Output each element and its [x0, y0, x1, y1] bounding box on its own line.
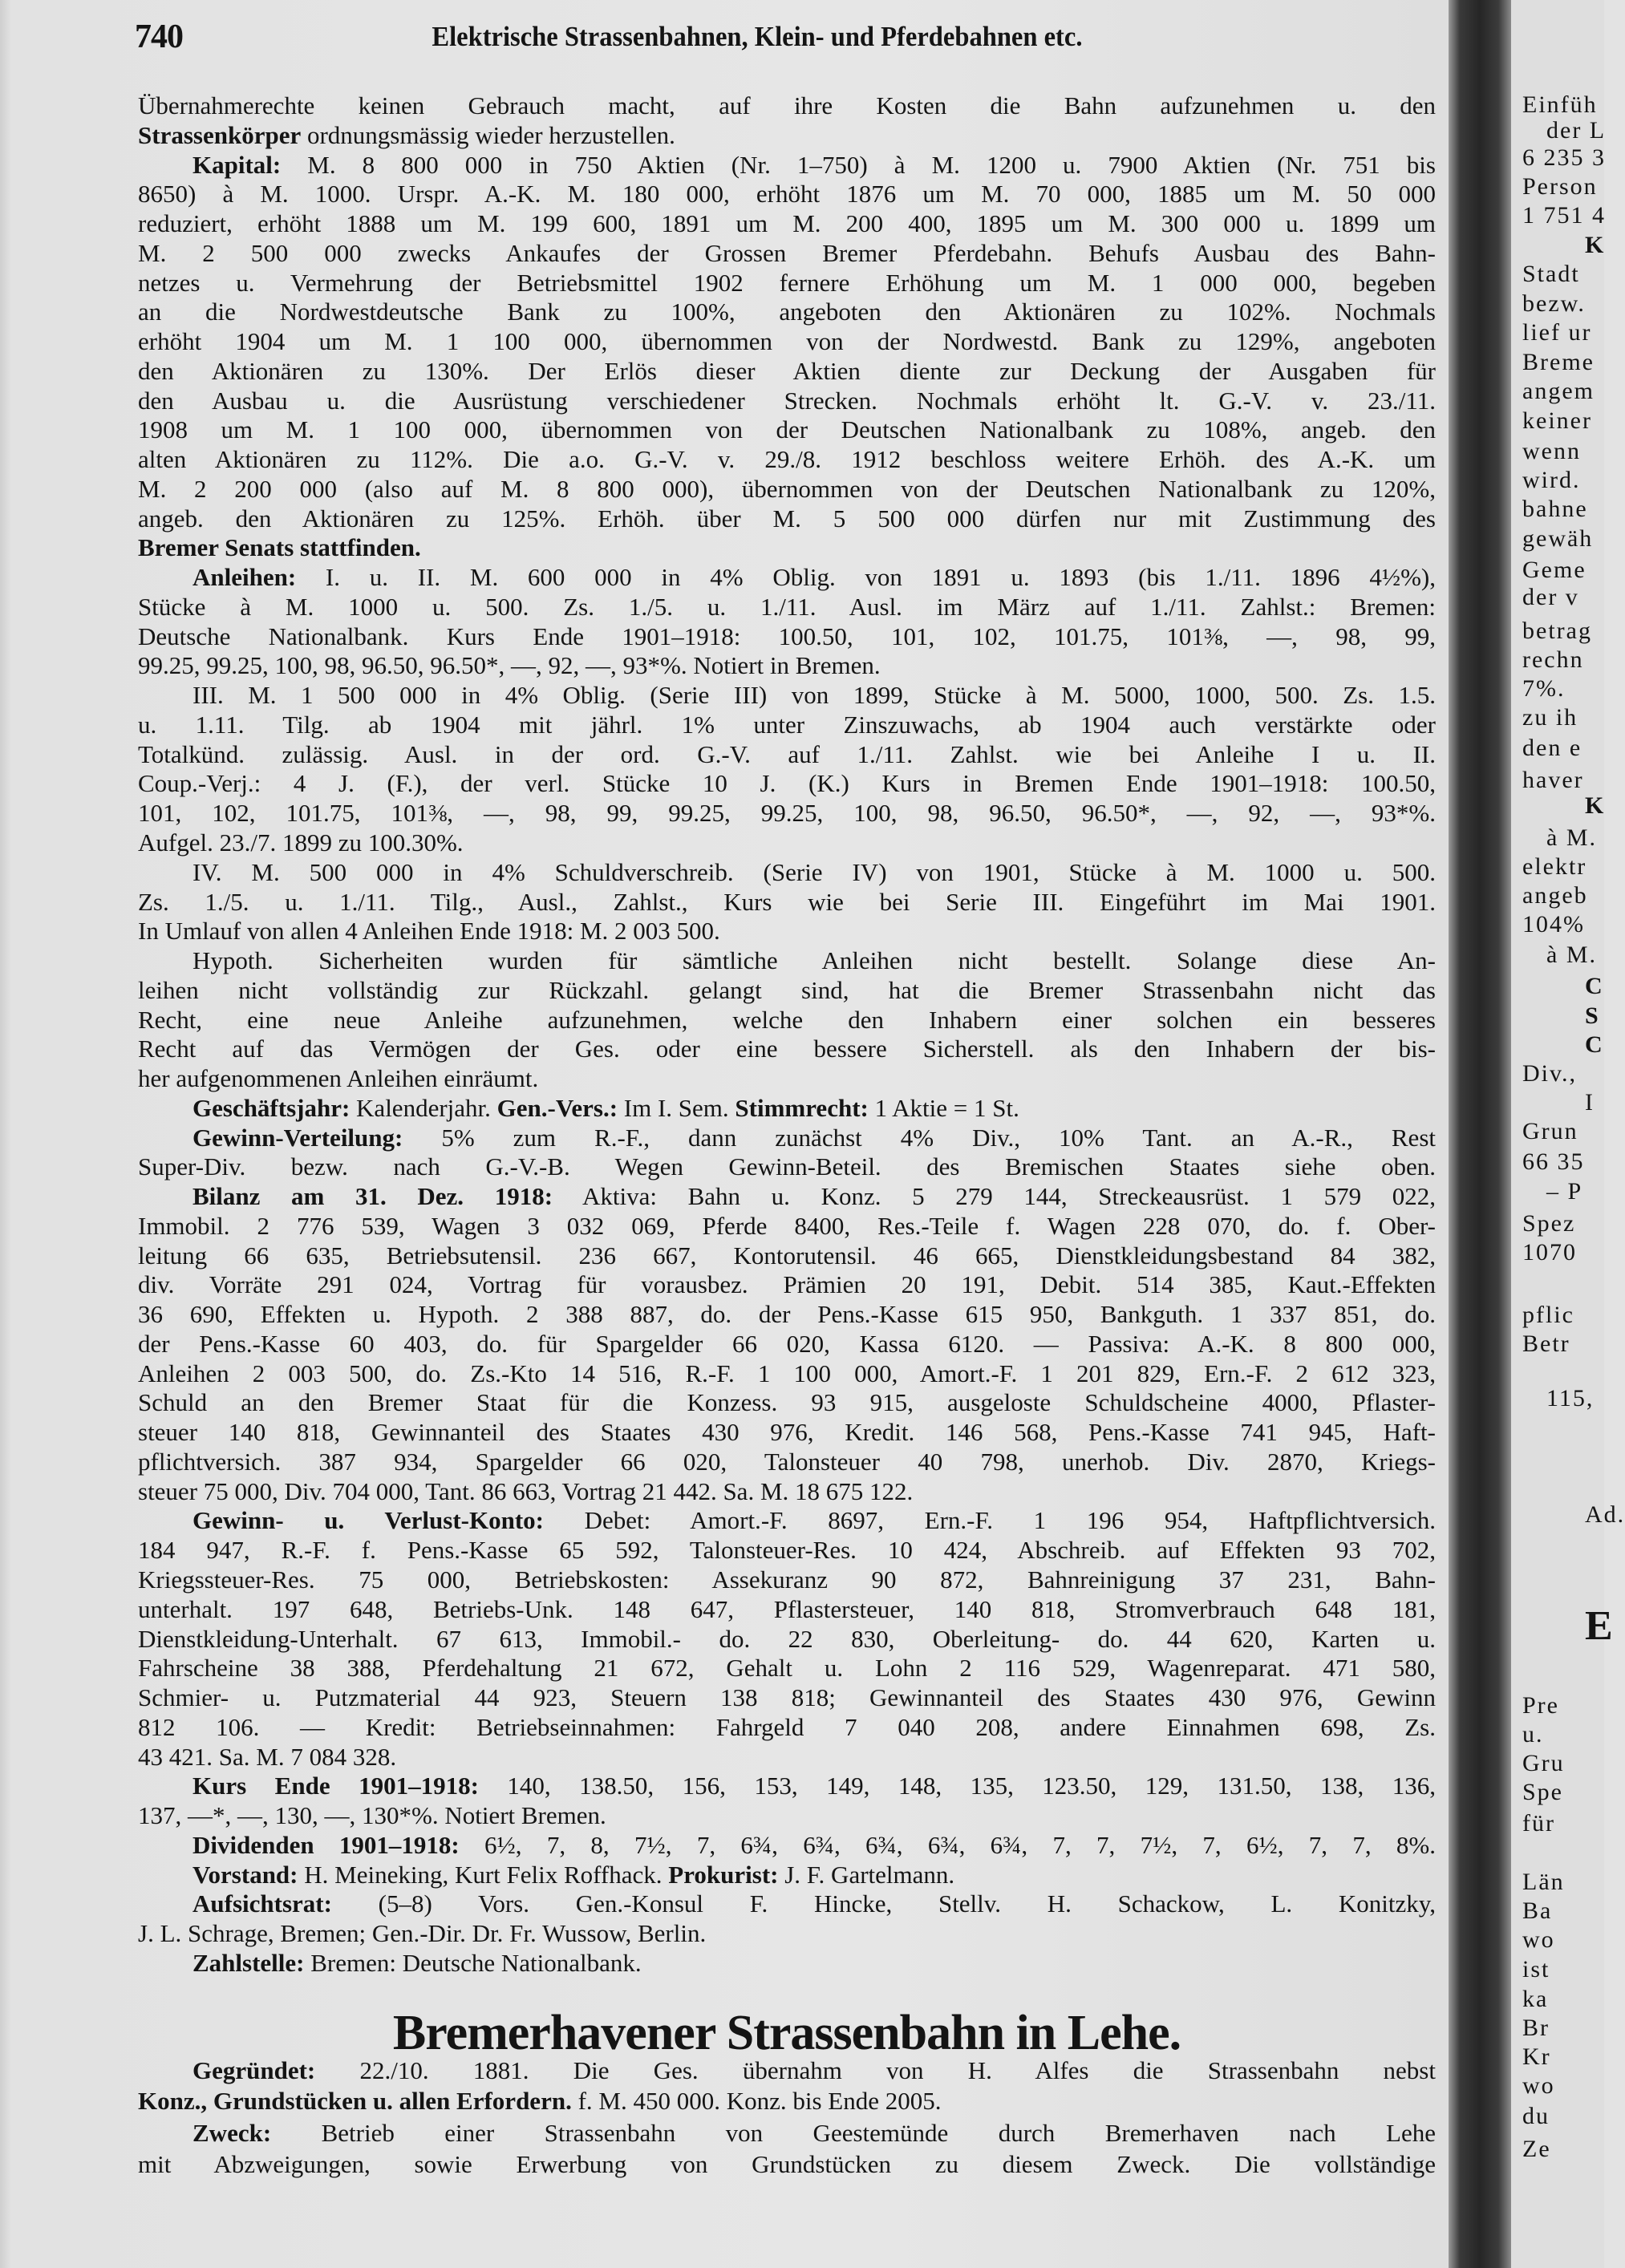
- text-line: [192, 1889, 1436, 1919]
- right-page-line-fragment: Spez: [1522, 1210, 1576, 1237]
- text-segment: 137, —*, —, 130, —, 130*%. Notiert Bremen.: [138, 1801, 606, 1830]
- text-line: [138, 1447, 1436, 1477]
- book-gutter: [1449, 0, 1511, 2268]
- bold-heading: Dividenden 1901–1918:: [192, 1830, 460, 1859]
- text-segment: 5% zum R.-F., dann zunächst 4% Div., 10% Tant. an A.-R., Rest: [403, 1123, 1436, 1152]
- text-segment: M. 2 200 000 (also auf M. 8 800 000), übernommen von der Deutschen Nationalbank zu 120%,: [138, 474, 1436, 503]
- text-line: [138, 768, 1436, 799]
- text-segment: Kalenderjahr.: [350, 1093, 497, 1122]
- bold-heading: Vorstand:: [192, 1860, 298, 1889]
- text-line: [138, 474, 1436, 504]
- right-page-line-fragment: wo: [1522, 2072, 1555, 2099]
- bold-heading: Gen.-Vers.:: [496, 1093, 618, 1122]
- text-segment: (5–8) Vors. Gen.-Konsul F. Hincke, Stellv. H. Schackow, L. Konitzky,: [331, 1889, 1436, 1918]
- bold-heading: Stimmrecht:: [735, 1093, 869, 1122]
- right-page-line-fragment: angeb: [1522, 881, 1588, 909]
- text-segment: Dienstkleidung-Unterhalt. 67 613, Immobil.- do. 22 830, Oberleitung- do. 44 620, Karten u.: [138, 1624, 1436, 1653]
- text-line: [138, 504, 1436, 534]
- right-page-line-fragment: pflic: [1522, 1301, 1574, 1328]
- right-page-line-fragment: Pre: [1522, 1691, 1559, 1719]
- text-line: [138, 710, 1436, 740]
- text-line: [192, 680, 1436, 711]
- text-line: [192, 1505, 1436, 1536]
- text-segment: angeb. den Aktionären zu 125%. Erhöh. über M. 5 500 000 dürfen nur mit Zustimmung des: [138, 504, 1436, 533]
- running-title: Elektrische Strassenbahnen, Klein- und Pferdebahnen etc.: [432, 21, 1083, 52]
- text-segment: Anleihen 2 003 500, do. Zs.-Kto 14 516, R.-F. 1 100 000, Amort.-F. 1 201 829, Ern.-F. 2 612 323,: [138, 1359, 1436, 1387]
- right-page-line-fragment: Kr: [1522, 2043, 1551, 2070]
- bold-heading: Kapital:: [192, 150, 282, 179]
- text-line: [138, 268, 1436, 298]
- right-page-line-fragment: 1 751 4: [1522, 202, 1606, 229]
- text-line: [138, 1005, 1436, 1035]
- right-page-line-fragment: 115,: [1546, 1385, 1595, 1412]
- text-line: [192, 562, 1436, 593]
- page-number: 740: [135, 18, 183, 55]
- text-line: [138, 444, 1436, 475]
- right-page-line-fragment: den e: [1522, 734, 1582, 761]
- right-page-line-fragment: Div.,: [1522, 1059, 1578, 1087]
- text-line: [138, 1387, 1436, 1418]
- text-segment: 140, 138.50, 156, 153, 149, 148, 135, 123.50, 129, 131.50, 138, 136,: [478, 1772, 1437, 1800]
- right-page-line-fragment: elektr: [1522, 853, 1587, 880]
- right-page-line-fragment: lief ur: [1522, 319, 1592, 346]
- text-line: [138, 91, 1436, 121]
- right-page-line-fragment: für: [1522, 1810, 1555, 1837]
- text-line: [138, 1683, 1436, 1713]
- bold-heading: Anleihen:: [192, 563, 297, 592]
- right-page-line-fragment: K: [1585, 231, 1606, 258]
- bold-heading: Gewinn- u. Verlust-Konto:: [192, 1506, 544, 1535]
- right-page-line-fragment: Ad.: [1585, 1501, 1625, 1528]
- right-page-line-fragment: ka: [1522, 1985, 1549, 2012]
- right-page-line-fragment: – P: [1546, 1178, 1583, 1205]
- text-segment: den Ausbau u. die Ausrüstung verschiedener Strecken. Nochmals erhöht lt. G.-V. v. 23./11.: [138, 386, 1436, 415]
- text-segment: M. 8 800 000 in 750 Aktien (Nr. 1–750) à M. 1200 u. 7900 Aktien (Nr. 751 bis: [281, 150, 1436, 179]
- text-segment: erhöht 1904 um M. 1 100 000, übernommen von der Nordwestd. Bank zu 129%, angeboten: [138, 327, 1436, 356]
- text-segment: Zs. 1./5. u. 1./11. Tilg., Ausl., Zahlst., Kurs wie bei Serie III. Eingeführt im Mai 1901.: [138, 887, 1436, 916]
- text-segment: 101, 102, 101.75, 101⅜, —, 98, 99, 99.25, 99.25, 100, 98, 96.50, 96.50*, —, 92, —, 93*%.: [138, 799, 1436, 828]
- right-page-line-fragment: ist: [1522, 1956, 1550, 1983]
- text-segment: Super-Div. bezw. nach G.-V.-B. Wegen Gewinn-Beteil. des Bremischen Staates siehe oben.: [138, 1152, 1436, 1181]
- right-page-line-fragment: E: [1585, 1603, 1615, 1650]
- text-segment: J. F. Gartelmann.: [778, 1860, 955, 1889]
- text-segment: div. Vorräte 291 024, Vortrag für vorausbez. Prämien 20 191, Debit. 514 385, Kaut.-Effekten: [138, 1270, 1436, 1299]
- text-line: [138, 297, 1436, 327]
- text-segment: Kriegssteuer-Res. 75 000, Betriebskosten: Assekuranz 90 872, Bahnreinigung 37 231, Bahn-: [138, 1565, 1436, 1594]
- text-line: [138, 209, 1436, 239]
- text-line: [138, 1211, 1436, 1241]
- right-page-line-fragment: 7%.: [1522, 675, 1566, 703]
- text-line: [192, 1860, 1436, 1890]
- text-segment: an die Nordwestdeutsche Bank zu 100%, angeboten den Aktionären zu 102%. Nochmals: [138, 298, 1436, 326]
- right-page-line-fragment: haver: [1522, 766, 1584, 793]
- right-page-line-fragment: der v: [1522, 584, 1579, 611]
- right-page-line-fragment: C: [1585, 1031, 1604, 1058]
- text-line: [192, 2055, 1436, 2086]
- text-segment: M. 2 500 000 zwecks Ankaufes der Grossen Bremer Pferdebahn. Behufs Ausbau des Bahn-: [138, 238, 1436, 267]
- text-line: [138, 916, 1436, 946]
- text-segment: Betrieb einer Strassenbahn von Geestemünde durch Bremerhaven nach Lehe: [271, 2119, 1436, 2147]
- text-segment: Deutsche Nationalbank. Kurs Ende 1901–1918: 100.50, 101, 102, 101.75, 101⅜, —, 98, 99,: [138, 622, 1436, 650]
- text-line: [192, 857, 1436, 888]
- text-segment: Übernahmerechte keinen Gebrauch macht, auf ihre Kosten die Bahn aufzunehmen u. den: [138, 91, 1436, 119]
- right-page-line-fragment: zu ih: [1522, 704, 1578, 731]
- text-line: [138, 592, 1436, 622]
- text-segment: 99.25, 99.25, 100, 98, 96.50, 96.50*, —, 92, —, 93*%. Notiert in Bremen.: [138, 651, 881, 680]
- text-segment: leitung 66 635, Betriebsutensil. 236 667, Kontorutensil. 46 665, Dienstkleidungsbestand 84 382,: [138, 1241, 1436, 1270]
- bold-heading: Aufsichtsrat:: [192, 1889, 332, 1918]
- text-segment: Debet: Amort.-F. 8697, Ern.-F. 1 196 954, Haftpflichtversich.: [543, 1506, 1436, 1535]
- text-segment: 6½, 7, 8, 7½, 7, 6¾, 6¾, 6¾, 6¾, 6¾, 7, 7, 7½, 7, 6½, 7, 7, 8%.: [459, 1830, 1436, 1859]
- text-segment: 812 106. — Kredit: Betriebseinnahmen: Fahrgeld 7 040 208, andere Einnahmen 698, Zs.: [138, 1712, 1436, 1741]
- text-segment: her aufgenommenen Anleihen einräumt.: [138, 1064, 539, 1093]
- section-title: Bremerhavener Strassenbahn in Lehe.: [392, 2006, 1181, 2060]
- text-segment: Recht auf das Vermögen der Ges. oder eine bessere Sicherstell. als den Inhabern der bis-: [138, 1035, 1436, 1063]
- text-line: [138, 1594, 1436, 1625]
- right-page-line-fragment: à M.: [1546, 941, 1597, 968]
- bold-heading: Gewinn-Verteilung:: [192, 1123, 403, 1152]
- text-segment: mit Abzweigungen, sowie Erwerbung von Grundstücken zu diesem Zweck. Die vollständige: [138, 2150, 1436, 2178]
- text-line: [192, 1771, 1436, 1801]
- text-segment: I. u. II. M. 600 000 in 4% Oblig. von 1891 u. 1893 (bis 1./11. 1896 4½%),: [296, 563, 1436, 592]
- bold-heading: Geschäftsjahr:: [192, 1093, 351, 1122]
- text-line: [138, 975, 1436, 1006]
- text-line: [138, 533, 1436, 563]
- text-line: [138, 887, 1436, 917]
- right-page-line-fragment: angem: [1522, 377, 1595, 404]
- text-line: [138, 386, 1436, 416]
- text-segment: Coup.-Verj.: 4 J. (F.), der verl. Stücke 10 J. (K.) Kurs in Bremen Ende 1901–1918: 100.50,: [138, 769, 1436, 798]
- text-line: [192, 1093, 1436, 1124]
- right-page-line-fragment: I: [1585, 1088, 1595, 1116]
- text-segment: leihen nicht vollständig zur Rückzahl. gelangt sind, hat die Bremer Strassenbahn nicht das: [138, 975, 1436, 1004]
- right-page-line-fragment: 6 235 3: [1522, 144, 1606, 172]
- text-line: [138, 2086, 1436, 2116]
- text-line: [138, 1800, 1436, 1831]
- text-line: [192, 1830, 1436, 1861]
- text-segment: Aktiva: Bahn u. Konz. 5 279 144, Streckeausrüst. 1 579 022,: [553, 1182, 1436, 1211]
- text-segment: Aufgel. 23./7. 1899 zu 100.30%.: [138, 828, 464, 857]
- text-line: [138, 1063, 1436, 1094]
- text-line: [138, 238, 1436, 269]
- bold-heading: Konz., Grundstücken u. allen Erfordern.: [138, 2087, 572, 2115]
- text-line: [138, 326, 1436, 357]
- text-segment: Immobil. 2 776 539, Wagen 3 032 069, Pferde 8400, Res.-Teile f. Wagen 228 070, do. f. Ober-: [138, 1211, 1436, 1240]
- right-page-line-fragment: Grun: [1522, 1117, 1578, 1144]
- text-segment: Schuld an den Bremer Staat für die Konzess. 93 915, ausgeloste Schuldscheine 4000, Pflaster-: [138, 1388, 1436, 1417]
- text-line: [192, 946, 1436, 976]
- text-segment: IV. M. 500 000 in 4% Schuldverschreib. (Serie IV) von 1901, Stücke à M. 1000 u. 500.: [192, 857, 1436, 886]
- text-line: [138, 1299, 1436, 1330]
- text-segment: 43 421. Sa. M. 7 084 328.: [138, 1742, 397, 1771]
- text-line: [138, 1034, 1436, 1064]
- text-line: [138, 1535, 1436, 1565]
- bold-heading: Zahlstelle:: [192, 1948, 305, 1977]
- text-segment: Recht, eine neue Anleihe aufzunehmen, welche den Inhabern einer solchen ein besseres: [138, 1005, 1436, 1034]
- right-page-line-fragment: wenn: [1522, 438, 1581, 465]
- text-segment: 1908 um M. 1 100 000, übernommen von der Deutschen Nationalbank zu 108%, angeb. den: [138, 415, 1436, 444]
- right-page-line-fragment: S: [1585, 1002, 1600, 1029]
- text-line: [138, 1918, 1436, 1949]
- text-segment: Stücke à M. 1000 u. 500. Zs. 1./5. u. 1./11. Ausl. im März auf 1./11. Zahlst.: Bremen:: [138, 592, 1436, 621]
- text-segment: H. Meineking, Kurt Felix Roffhack.: [298, 1860, 663, 1889]
- text-segment: alten Aktionären zu 112%. Die a.o. G.-V. v. 29./8. 1912 beschloss weitere Erhöh. des A.-K. um: [138, 445, 1436, 474]
- text-line: [138, 1712, 1436, 1743]
- right-page-line-fragment: keiner: [1522, 407, 1592, 435]
- bold-heading: Kurs Ende 1901–1918:: [192, 1772, 479, 1800]
- text-line: [138, 2149, 1436, 2180]
- bold-heading: Gegründet:: [192, 2056, 316, 2084]
- text-line: [138, 622, 1436, 652]
- text-line: [192, 1181, 1436, 1212]
- right-page-line-fragment: 1070: [1522, 1239, 1577, 1266]
- right-page-line-fragment: du: [1522, 2102, 1550, 2129]
- right-page-line-fragment: Spe: [1522, 1778, 1563, 1805]
- text-segment: f. M. 450 000. Konz. bis Ende 2005.: [571, 2087, 942, 2115]
- right-page-line-fragment: rechn: [1522, 646, 1584, 673]
- text-line: [138, 1241, 1436, 1271]
- right-page-line-fragment: K: [1585, 792, 1606, 820]
- bold-heading: Strassenkörper: [138, 120, 302, 149]
- text-segment: Schmier- u. Putzmaterial 44 923, Steuern 138 818; Gewinnanteil des Staates 430 976, Gewinn: [138, 1683, 1436, 1712]
- text-segment: der Pens.-Kasse 60 403, do. für Spargelder 66 020, Kassa 6120. — Passiva: A.-K. 8 800 000,: [138, 1329, 1436, 1358]
- bold-heading: Zweck:: [192, 2119, 272, 2147]
- text-line: [138, 1152, 1436, 1182]
- right-page-fragment: [1511, 0, 1625, 2268]
- text-line: [138, 1742, 1436, 1772]
- right-page-line-fragment: u.: [1522, 1720, 1544, 1748]
- text-segment: 8650) à M. 1000. Urspr. A.-K. M. 180 000, erhöht 1876 um M. 70 000, 1885 um M. 50 000: [138, 180, 1436, 209]
- text-segment: III. M. 1 500 000 in 4% Oblig. (Serie III) von 1899, Stücke à M. 5000, 1000, 500. Zs. 1.5.: [192, 681, 1436, 710]
- text-line: [138, 1565, 1436, 1595]
- right-page-line-fragment: Län: [1522, 1868, 1565, 1895]
- right-page-line-fragment: Stadt: [1522, 260, 1580, 287]
- text-line: [192, 150, 1436, 180]
- text-line: [138, 798, 1436, 828]
- right-page-line-fragment: Betr: [1522, 1330, 1570, 1357]
- right-page-line-fragment: Person: [1522, 173, 1598, 200]
- right-page-line-fragment: Einfüh: [1522, 91, 1598, 118]
- text-segment: In Umlauf von allen 4 Anleihen Ende 1918: M. 2 003 500.: [138, 917, 720, 946]
- text-segment: 22./10. 1881. Die Ges. übernahm von H. Alfes die Strassenbahn nebst: [315, 2056, 1436, 2084]
- text-segment: J. L. Schrage, Bremen; Gen.-Dir. Dr. Fr. Wussow, Berlin.: [138, 1919, 707, 1948]
- text-segment: unterhalt. 197 648, Betriebs-Unk. 148 647, Pflastersteuer, 140 818, Stromverbrauch 648 181,: [138, 1594, 1436, 1623]
- right-page-line-fragment: Geme: [1522, 557, 1587, 584]
- text-line: [138, 1624, 1436, 1654]
- text-line: [138, 1653, 1436, 1683]
- text-segment: den Aktionären zu 130%. Der Erlös dieser Aktien diente zur Deckung der Ausgaben für: [138, 356, 1436, 385]
- text-line: [138, 179, 1436, 209]
- text-segment: steuer 75 000, Div. 704 000, Tant. 86 663, Vortrag 21 442. Sa. M. 18 675 122.: [138, 1476, 914, 1505]
- right-page-line-fragment: wo: [1522, 1926, 1555, 1953]
- text-line: [138, 1270, 1436, 1300]
- right-page-line-fragment: der L: [1546, 117, 1607, 144]
- right-page-line-fragment: gewäh: [1522, 524, 1594, 552]
- right-page-line-fragment: Br: [1522, 2014, 1550, 2041]
- right-page-line-fragment: bahne: [1522, 496, 1588, 523]
- right-page-line-fragment: Gru: [1522, 1749, 1565, 1776]
- text-segment: steuer 140 818, Gewinnanteil des Staates 430 976, Kredit. 146 568, Pens.-Kasse 741 945, Haft-: [138, 1418, 1436, 1447]
- right-page-line-fragment: bezw.: [1522, 290, 1586, 318]
- text-line: [138, 415, 1436, 445]
- right-page-line-fragment: à M.: [1546, 824, 1597, 851]
- text-segment: Im I. Sem.: [618, 1093, 736, 1122]
- right-page-line-fragment: 66 35: [1522, 1148, 1585, 1175]
- text-line: [138, 739, 1436, 770]
- text-line: [138, 356, 1436, 387]
- right-page-line-fragment: betrag: [1522, 617, 1592, 644]
- text-line: [138, 1329, 1436, 1359]
- right-page-line-fragment: Breme: [1522, 348, 1595, 375]
- text-line: [138, 120, 1436, 151]
- bold-heading: Bilanz am 31. Dez. 1918:: [192, 1182, 553, 1211]
- right-page-line-fragment: C: [1585, 973, 1604, 1000]
- text-line: [138, 650, 1436, 681]
- right-page-line-fragment: Ba: [1522, 1897, 1553, 1924]
- text-line: [138, 1417, 1436, 1448]
- text-line: [192, 1948, 1436, 1978]
- text-segment: pflichtversich. 387 934, Spargelder 66 020, Talonsteuer 40 798, unerhob. Div. 2870, Kriegs-: [138, 1447, 1436, 1476]
- text-line: [138, 828, 1436, 858]
- text-segment: reduziert, erhöht 1888 um M. 199 600, 1891 um M. 200 400, 1895 um M. 300 000 u. 1899 um: [138, 209, 1436, 238]
- text-segment: ordnungsmässig wieder herzustellen.: [301, 120, 675, 149]
- right-page-line-fragment: 104%: [1522, 910, 1585, 938]
- text-line: [192, 2118, 1436, 2149]
- text-segment: u. 1.11. Tilg. ab 1904 mit jährl. 1% unter Zinszuwachs, ab 1904 auch verstärkte oder: [138, 710, 1436, 739]
- text-segment: Hypoth. Sicherheiten wurden für sämtliche Anleihen nicht bestellt. Solange diese An-: [192, 946, 1436, 975]
- text-segment: Fahrscheine 38 388, Pferdehaltung 21 672, Gehalt u. Lohn 2 116 529, Wagenreparat. 471 580,: [138, 1654, 1436, 1683]
- text-segment: netzes u. Vermehrung der Betriebsmittel 1902 fernere Erhöhung um M. 1 000 000, begeben: [138, 268, 1436, 297]
- text-segment: 36 690, Effekten u. Hypoth. 2 388 887, do. der Pens.-Kasse 615 950, Bankguth. 1 337 851, do.: [138, 1300, 1436, 1329]
- text-segment: 184 947, R.-F. f. Pens.-Kasse 65 592, Talonsteuer-Res. 10 424, Abschreib. auf Effekten 93 702,: [138, 1536, 1436, 1565]
- text-line: [192, 1123, 1436, 1153]
- text-segment: 1 Aktie = 1 St.: [868, 1093, 1019, 1122]
- text-segment: Totalkünd. zulässig. Ausl. in der ord. G.-V. auf 1./11. Zahlst. wie bei Anleihe I u. II.: [138, 739, 1436, 768]
- right-page-line-fragment: Ze: [1522, 2136, 1551, 2163]
- text-line: [138, 1476, 1436, 1507]
- text-segment: Bremen: Deutsche Nationalbank.: [304, 1948, 642, 1977]
- bold-heading: Prokurist:: [668, 1860, 779, 1889]
- bold-heading: Bremer Senats stattfinden.: [138, 533, 421, 562]
- right-page-line-fragment: wird.: [1522, 467, 1581, 494]
- text-line: [138, 1359, 1436, 1389]
